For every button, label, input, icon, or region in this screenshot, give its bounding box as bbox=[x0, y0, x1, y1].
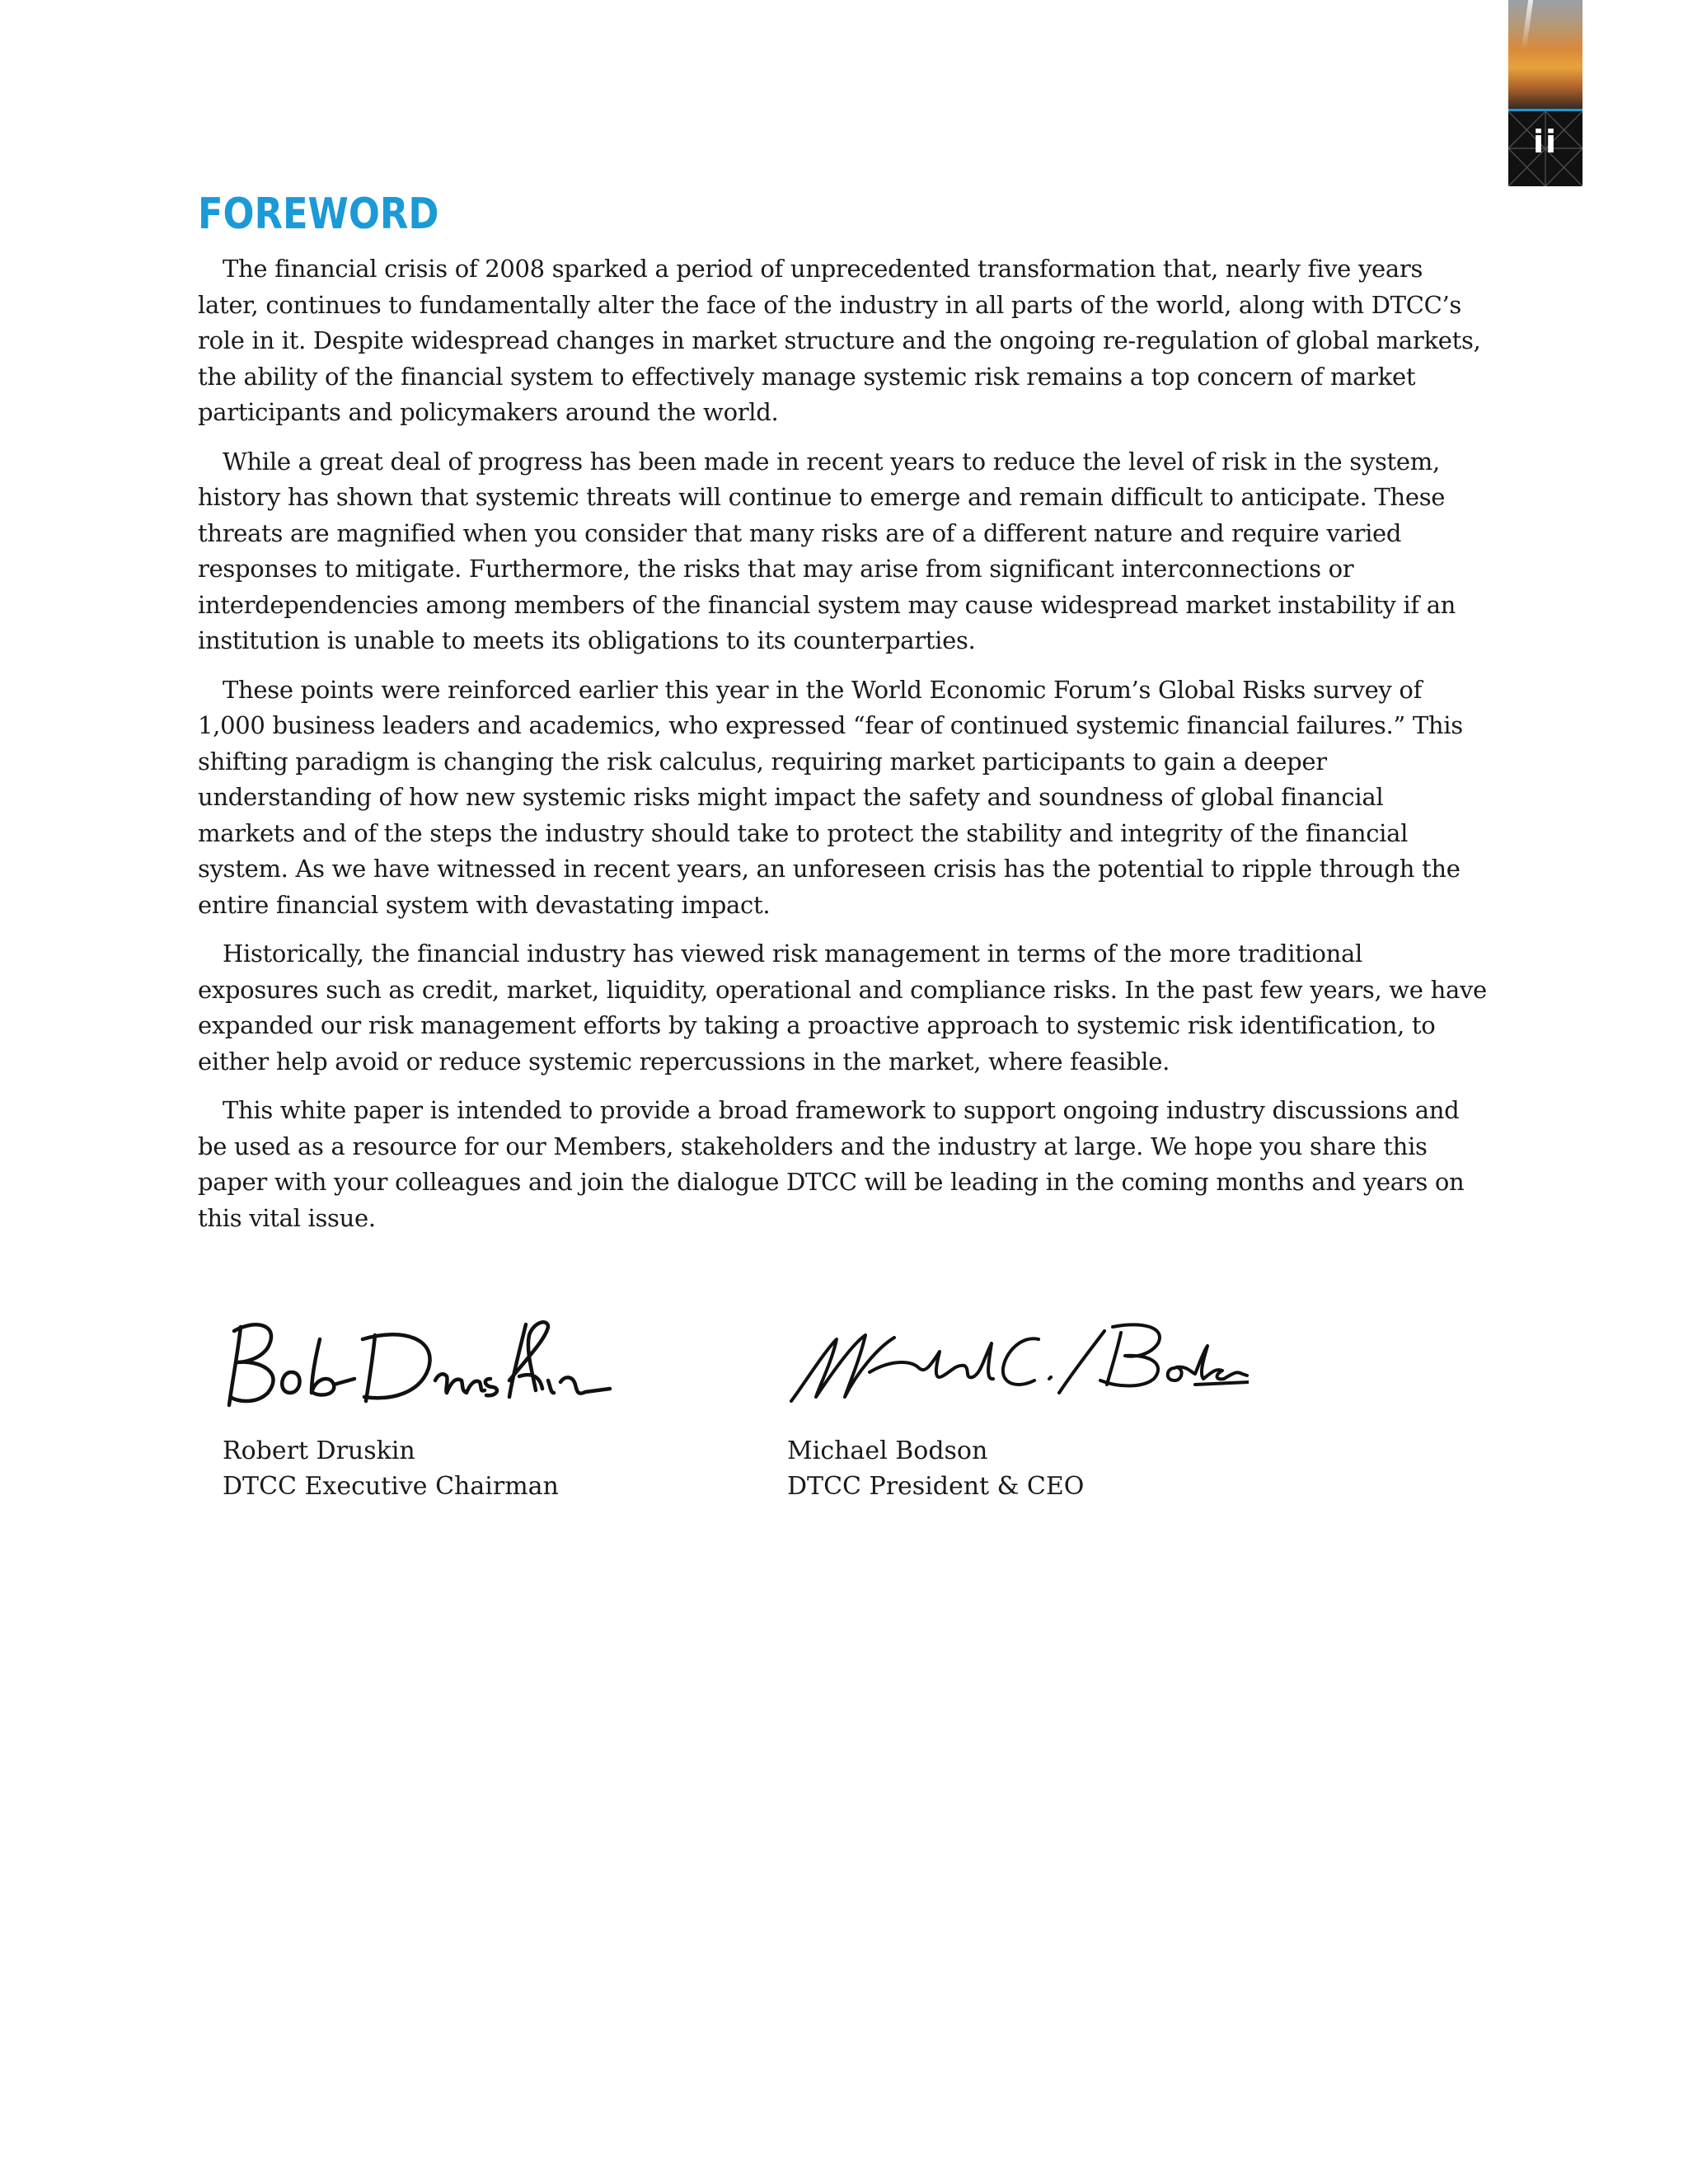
handwritten-signature-bodson bbox=[787, 1315, 1249, 1413]
paragraph: This white paper is intended to provide a broad framework to support ongoing industry discussions and be used as a resource for our Members, stakeholders and the industry at large. We hope you share this paper with your colleagues and join the dialogue DTCC will be leading in the coming months and years on this vital issue. bbox=[198, 1096, 1465, 1232]
signer-name: Michael Bodson bbox=[787, 1436, 988, 1465]
page-title: FOREWORD bbox=[198, 190, 439, 239]
signer-title: DTCC President & CEO bbox=[787, 1472, 1085, 1501]
signer-name: Robert Druskin bbox=[223, 1436, 415, 1465]
page-number: ii bbox=[1532, 124, 1559, 160]
page-number-tab bbox=[1508, 0, 1582, 186]
storm-photo bbox=[1508, 0, 1582, 109]
paragraph: Historically, the financial industry has viewed risk management in terms of the more traditional exposures such as credit, market, liquidity, operational and compliance risks. In the past few years, we have expanded our risk management efforts by taking a proactive approach to systemic risk identification, to either help avoid or reduce systemic repercussions in the market, where feasible. bbox=[198, 940, 1487, 1076]
handwritten-signature-druskin bbox=[223, 1315, 651, 1413]
paragraph: While a great deal of progress has been made in recent years to reduce the level of risk in the system, history has shown that systemic threats will continue to emerge and remain difficult to anticipate. These threats are magnified when you consider that many risks are of a different nature and require varied responses to mitigate. Furthermore, the risks that may arise from significant interconnections or interdependencies among members of the financial system may cause widespread market instability if an institution is unable to meets its obligations to its counterparties. bbox=[198, 447, 1456, 654]
signer-title: DTCC Executive Chairman bbox=[223, 1472, 559, 1501]
foreword-body bbox=[198, 251, 1488, 1249]
signature-section bbox=[198, 1315, 1352, 1512]
signature-block-bodson bbox=[787, 1315, 1249, 1504]
paragraph: These points were reinforced earlier this year in the World Economic Forum’s Global Risks survey of 1,000 business leaders and academics, who expressed “fear of continued systemic financial failures.” This shifting paradigm is changing the risk calculus, requiring market participants to gain a deeper understanding of how new systemic risks might impact the safety and soundness of global financial markets and of the steps the industry should take to protect the stability and integrity of the financial system. As we have witnessed in recent years, an unforeseen crisis has the potential to ripple through the entire financial system with devastating impact. bbox=[198, 675, 1463, 919]
paragraph: The financial crisis of 2008 sparked a period of unprecedented transformation that, nearly five years later, continues to fundamentally alter the face of the industry in all parts of the world, along with DTCC’s role in it. Despite widespread changes in market structure and the ongoing re-regulation of global markets, the ability of the financial system to effectively manage systemic risk remains a top concern of market participants and policymakers around the world. bbox=[198, 255, 1481, 426]
signature-block-druskin bbox=[223, 1315, 651, 1504]
